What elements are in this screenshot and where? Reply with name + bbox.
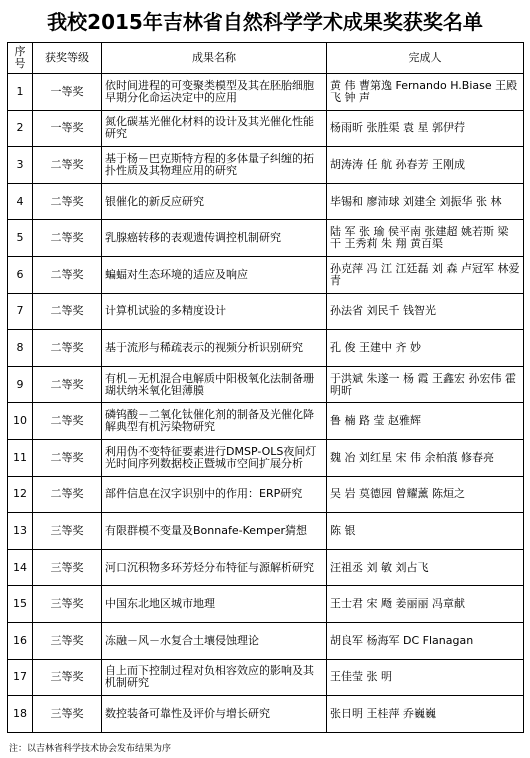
row-achievement: 蝙蝠对生态环境的适应及响应 — [102, 256, 327, 293]
table-row — [8, 513, 524, 550]
row-people: 王士君 宋 飏 姜丽丽 冯章献 — [327, 586, 524, 623]
table-row — [8, 403, 524, 440]
table-row — [8, 293, 524, 330]
table-row — [8, 220, 524, 257]
row-number: 10 — [8, 403, 33, 440]
table-row — [8, 74, 524, 111]
row-number: 12 — [8, 476, 33, 513]
row-people: 魏 冶 刘红星 宋 伟 余柏蒗 修春亮 — [327, 439, 524, 476]
row-award-level: 二等奖 — [33, 293, 102, 330]
row-award-level: 三等奖 — [33, 659, 102, 696]
header-achievement: 成果名称 — [102, 43, 327, 74]
row-people: 陈 银 — [327, 513, 524, 550]
row-number: 3 — [8, 147, 33, 184]
table-row — [8, 183, 524, 220]
table-row — [8, 549, 524, 586]
row-achievement: 有机－无机混合电解质中阳极氧化法制备珊瑚状纳米氧化钽薄膜 — [102, 366, 327, 403]
row-award-level: 二等奖 — [33, 220, 102, 257]
row-number: 18 — [8, 696, 33, 733]
row-achievement: 有限群模不变量及Bonnafe-Kemper猜想 — [102, 513, 327, 550]
row-achievement: 数控装备可靠性及评价与增长研究 — [102, 696, 327, 733]
row-award-level: 三等奖 — [33, 513, 102, 550]
table-row — [8, 330, 524, 367]
row-achievement: 冻融－风－水复合土壤侵蚀理论 — [102, 622, 327, 659]
table-row — [8, 147, 524, 184]
row-award-level: 三等奖 — [33, 586, 102, 623]
row-people: 胡涛涛 任 航 孙春芳 王刚成 — [327, 147, 524, 184]
row-people: 孙法省 刘民千 钱智光 — [327, 293, 524, 330]
row-people: 王佳莹 张 明 — [327, 659, 524, 696]
row-achievement: 氮化碳基光催化材料的设计及其光催化性能研究 — [102, 110, 327, 147]
table-row — [8, 439, 524, 476]
row-people: 张日明 王桂萍 乔巍巍 — [327, 696, 524, 733]
table-header-row — [8, 43, 524, 74]
row-achievement: 基于流形与稀疏表示的视频分析识别研究 — [102, 330, 327, 367]
row-number: 14 — [8, 549, 33, 586]
table-row — [8, 586, 524, 623]
row-award-level: 二等奖 — [33, 147, 102, 184]
header-number-bottom: 号 — [14, 57, 26, 70]
row-achievement: 银催化的新反应研究 — [102, 183, 327, 220]
row-award-level: 三等奖 — [33, 549, 102, 586]
row-people: 陆 军 张 瑜 侯平南 张建超 姚若斯 梁 干 王秀莉 朱 翔 黄百渠 — [327, 220, 524, 257]
row-award-level: 一等奖 — [33, 74, 102, 111]
row-people: 鲁 楠 路 莹 赵雅辉 — [327, 403, 524, 440]
page-title: 我校2015年吉林省自然科学学术成果奖获奖名单 — [47, 10, 483, 34]
table-body — [8, 74, 524, 733]
table-row — [8, 110, 524, 147]
header-level: 获奖等级 — [33, 43, 102, 74]
row-achievement: 河口沉积物多环芳烃分布特征与源解析研究 — [102, 549, 327, 586]
row-number: 7 — [8, 293, 33, 330]
row-award-level: 三等奖 — [33, 696, 102, 733]
row-people: 于洪斌 朱遂一 杨 霞 王鑫宏 孙宏伟 霍明昕 — [327, 366, 524, 403]
row-people: 吴 岩 莫德园 曾耀薰 陈烜之 — [327, 476, 524, 513]
row-number: 4 — [8, 183, 33, 220]
row-achievement: 基于杨－巴克斯特方程的多体量子纠缠的拓扑性质及其物理应用的研究 — [102, 147, 327, 184]
row-award-level: 二等奖 — [33, 403, 102, 440]
row-number: 2 — [8, 110, 33, 147]
row-number: 15 — [8, 586, 33, 623]
row-award-level: 二等奖 — [33, 256, 102, 293]
row-number: 5 — [8, 220, 33, 257]
row-number: 8 — [8, 330, 33, 367]
row-award-level: 二等奖 — [33, 183, 102, 220]
row-achievement: 计算机试验的多精度设计 — [102, 293, 327, 330]
row-achievement: 磷钨酸－二氧化钛催化剂的制备及光催化降解典型有机污染物研究 — [102, 403, 327, 440]
row-number: 16 — [8, 622, 33, 659]
table-row — [8, 256, 524, 293]
row-award-level: 二等奖 — [33, 476, 102, 513]
row-number: 17 — [8, 659, 33, 696]
row-achievement: 中国东北地区城市地理 — [102, 586, 327, 623]
table-row — [8, 659, 524, 696]
header-number-top: 序 — [14, 45, 26, 58]
table-row — [8, 476, 524, 513]
row-number: 9 — [8, 366, 33, 403]
row-people: 汪祖丞 刘 敏 刘占飞 — [327, 549, 524, 586]
row-achievement: 利用伪不变特征要素进行DMSP-OLS夜间灯光时间序列数据校正暨城市空间扩展分析 — [102, 439, 327, 476]
row-people: 黄 伟 曹第逸 Fernando H.Biase 王殿飞 钟 声 — [327, 74, 524, 111]
row-people: 杨雨昕 张胜渠 袁 星 郭伊荇 — [327, 110, 524, 147]
row-people: 毕锡和 廖沛球 刘建全 刘振华 张 林 — [327, 183, 524, 220]
table-row — [8, 366, 524, 403]
row-people: 孙克萍 冯 江 江廷磊 刘 森 卢冠军 林爱青 — [327, 256, 524, 293]
row-number: 13 — [8, 513, 33, 550]
row-number: 1 — [8, 74, 33, 111]
table-row — [8, 622, 524, 659]
row-award-level: 三等奖 — [33, 622, 102, 659]
row-award-level: 二等奖 — [33, 439, 102, 476]
row-number: 11 — [8, 439, 33, 476]
header-people: 完成人 — [327, 43, 524, 74]
awards-table — [7, 42, 524, 733]
row-number: 6 — [8, 256, 33, 293]
row-award-level: 二等奖 — [33, 330, 102, 367]
row-achievement: 依时间进程的可变聚类模型及其在胚胎细胞早期分化命运决定中的应用 — [102, 74, 327, 111]
row-award-level: 一等奖 — [33, 110, 102, 147]
row-achievement: 自上而下控制过程对负相容效应的影响及其机制研究 — [102, 659, 327, 696]
table-row — [8, 696, 524, 733]
header-number — [8, 43, 33, 74]
footnote: 注：以吉林省科学技术协会发布结果为序 — [9, 744, 172, 754]
row-achievement: 乳腺癌转移的表观遗传调控机制研究 — [102, 220, 327, 257]
row-people: 孔 俊 王建中 齐 妙 — [327, 330, 524, 367]
row-achievement: 部件信息在汉字识别中的作用：ERP研究 — [102, 476, 327, 513]
row-people: 胡良军 杨海军 DC Flanagan — [327, 622, 524, 659]
row-award-level: 二等奖 — [33, 366, 102, 403]
